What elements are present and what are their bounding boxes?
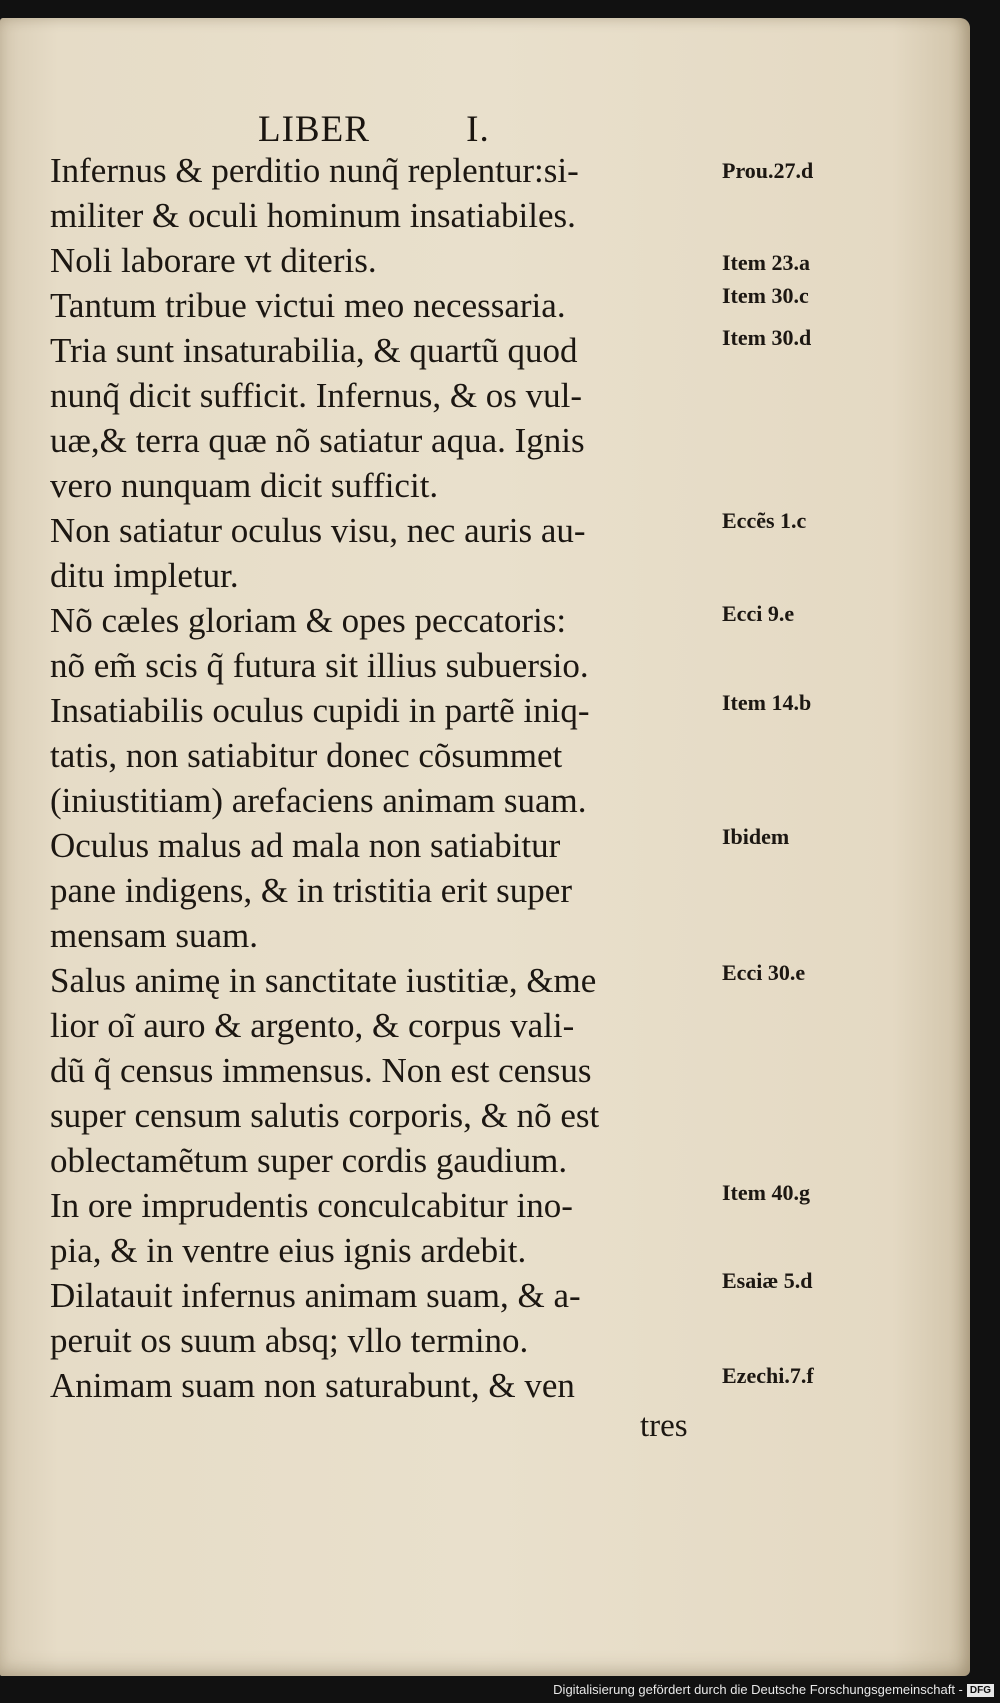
margin-note: Item 30.c (722, 283, 809, 308)
text-line: Infernus & perditio nunq̃ replentur:si- (50, 151, 579, 190)
text-line: (iniustitiam) arefaciens animam suam. (50, 781, 587, 820)
margin-note: Ecci 30.e (722, 960, 806, 985)
text-line: Tantum tribue victui meo necessaria. (50, 286, 566, 325)
text-line: nõ em̃ scis q̃ futura sit illius subuersio. (50, 646, 589, 685)
text-line: Oculus malus ad mala non satiabitur (50, 826, 561, 865)
text-line: ditu impletur. (50, 556, 239, 595)
header-title: LIBER (258, 109, 370, 150)
margin-note: Item 23.a (722, 250, 810, 275)
text-line: super censum salutis corporis, & nõ est (50, 1096, 600, 1135)
text-line: In ore imprudentis conculcabitur ino- (50, 1186, 573, 1225)
text-line: peruit os suum absq; vllo termino. (50, 1321, 529, 1360)
credit-text: Digitalisierung gefördert durch die Deutsche Forschungsgemeinschaft - (553, 1681, 963, 1697)
text-line: Non satiatur oculus visu, nec auris au- (50, 511, 586, 550)
text-line: nunq̃ dicit sufficit. Infernus, & os vul- (50, 376, 583, 415)
margin-note: Ecci 9.e (722, 601, 795, 626)
running-header (258, 108, 490, 151)
text-line: Noli laborare vt diteris. (50, 241, 377, 280)
text-line: oblectamẽtum super cordis gaudium. (50, 1141, 568, 1180)
text-line: Nõ cæles gloriam & opes peccatoris: (50, 601, 567, 640)
text-line: Insatiabilis oculus cupidi in partẽ iniq- (50, 691, 590, 730)
text-line: pia, & in ventre eius ignis ardebit. (50, 1231, 527, 1270)
margin-note: Item 14.b (722, 690, 812, 715)
text-line: uæ,& terra quæ nõ satiatur aqua. Ignis (50, 421, 585, 460)
catchword: tres (640, 1408, 688, 1444)
text-line: Dilatauit infernus animam suam, & a- (50, 1276, 581, 1315)
dfg-logo: DFG (967, 1684, 994, 1697)
text-line: Salus animę in sanctitate iustitiæ, &me (50, 961, 597, 1000)
text-line: Tria sunt insaturabilia, & quartũ quod (50, 331, 578, 370)
text-line: militer & oculi hominum insatiabiles. (50, 196, 576, 235)
text-line: pane indigens, & in tristitia erit super (50, 871, 572, 910)
text-line: mensam suam. (50, 916, 259, 955)
margin-note: Esaiæ 5.d (722, 1268, 813, 1293)
text-line: tatis, non satiabitur donec cõsummet (50, 736, 563, 775)
text-line: dũ q̃ census immensus. Non est census (50, 1051, 592, 1090)
text-line: Animam suam non saturabunt, & ven (50, 1366, 575, 1405)
margin-note: Item 40.g (722, 1180, 810, 1205)
margin-note: Item 30.d (722, 325, 812, 350)
header-number: I. (466, 109, 490, 150)
text-line: lior oĩ auro & argento, & corpus vali- (50, 1006, 575, 1045)
margin-note: Ezechi.7.f (722, 1363, 814, 1388)
text-line: vero nunquam dicit sufficit. (50, 466, 439, 505)
margin-note: Eccẽs 1.c (722, 508, 807, 533)
margin-note: Prou.27.d (722, 158, 814, 183)
margin-note: Ibidem (722, 824, 790, 849)
digitization-credit (553, 1682, 994, 1697)
